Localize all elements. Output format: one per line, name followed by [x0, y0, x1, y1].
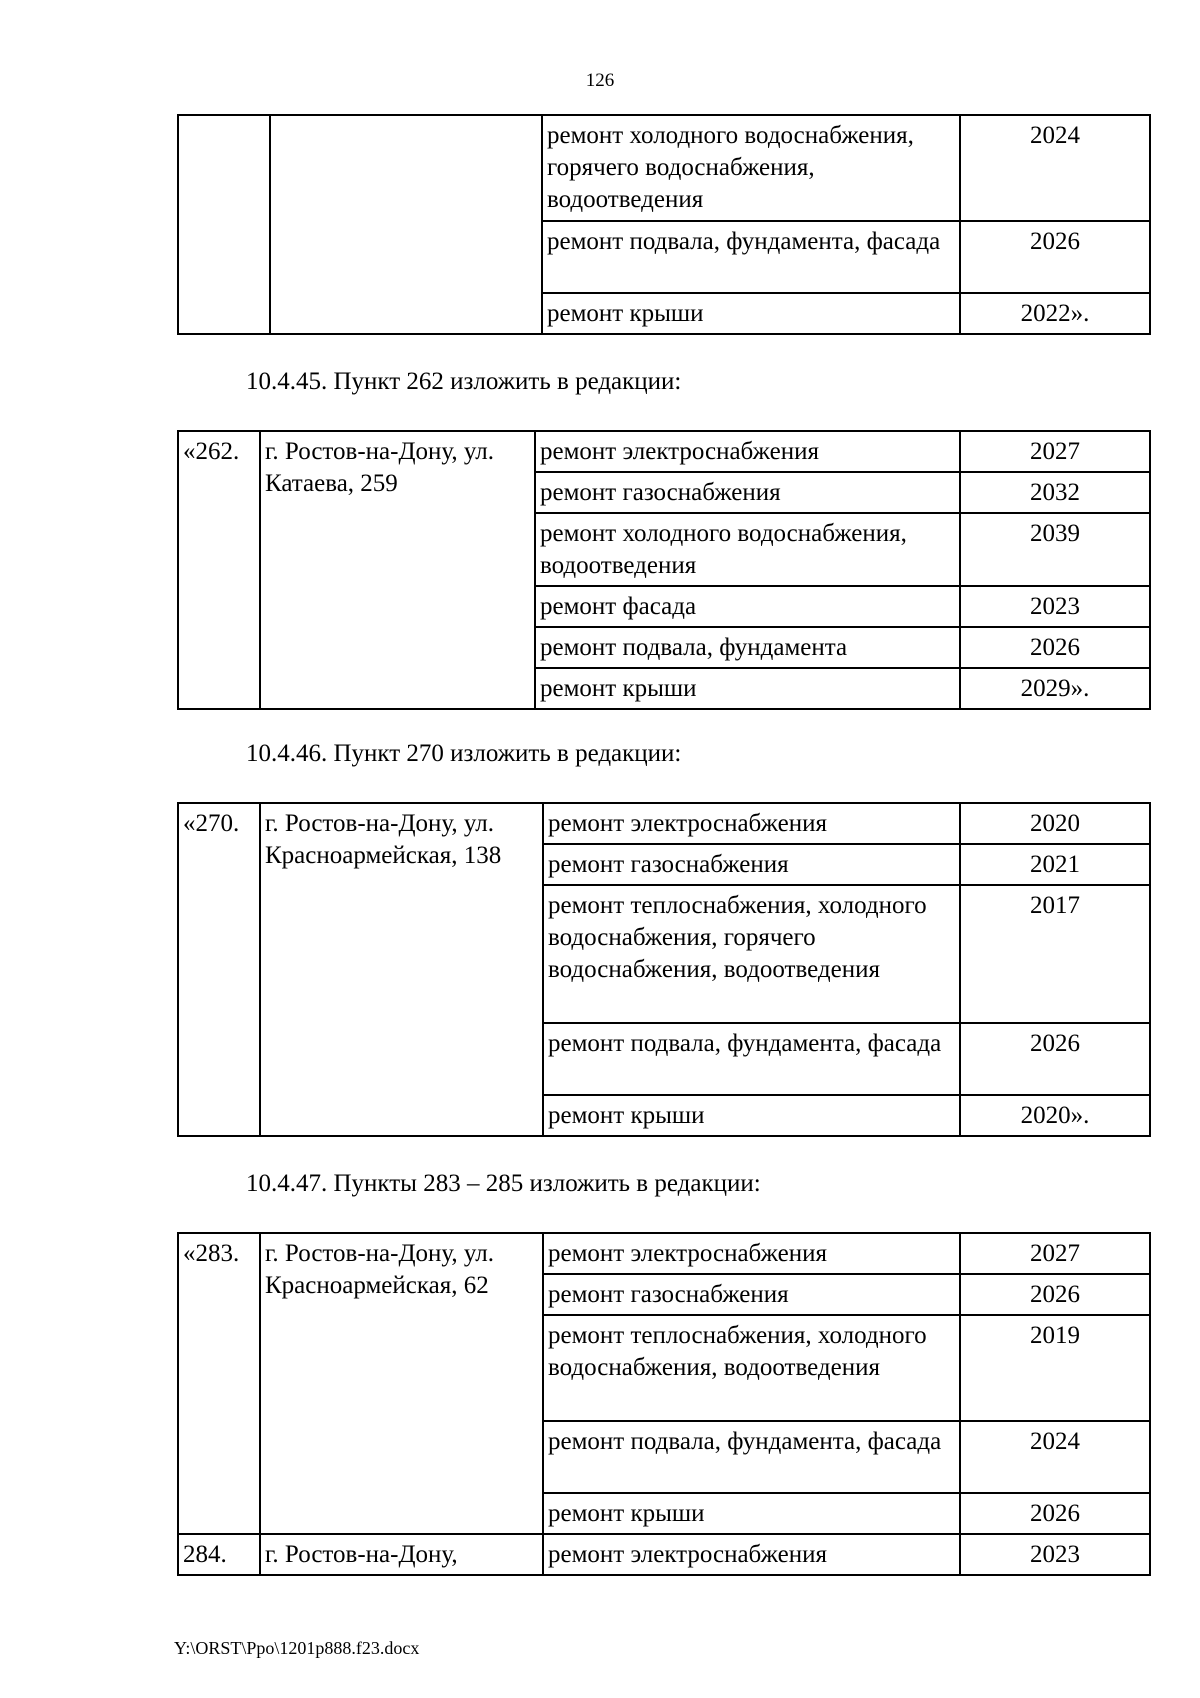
year-cell: 2026	[960, 627, 1150, 668]
year-cell: 2027	[960, 431, 1150, 472]
address-cell: г. Ростов-на-Дону, ул. Красноармейская, 62	[260, 1233, 543, 1534]
year-cell: 2027	[960, 1233, 1150, 1274]
year-cell: 2032	[960, 472, 1150, 513]
work-type-cell: ремонт подвала, фундамента	[535, 627, 960, 668]
document-file-path: Y:\ORST\Ppo\1201p888.f23.docx	[174, 1638, 420, 1658]
table-row	[178, 1233, 1150, 1274]
item-number-cell	[178, 115, 270, 334]
address-cell: г. Ростов-на-Дону, ул. Катаева, 259	[260, 431, 535, 709]
year-cell: 2026	[960, 1493, 1150, 1534]
item-number-cell: «270.	[178, 803, 260, 1136]
item-number-cell: «283.	[178, 1233, 260, 1534]
amendment-paragraph: 10.4.47. Пункты 283 – 285 изложить в редакции:	[246, 1170, 761, 1197]
work-type-cell: ремонт холодного водоснабжения, водоотведения	[535, 513, 960, 586]
work-type-cell: ремонт теплоснабжения, холодного водоснабжения, водоотведения	[543, 1315, 960, 1421]
item-number-cell: 284.	[178, 1534, 260, 1575]
year-cell: 2026	[960, 1274, 1150, 1315]
year-cell: 2029».	[960, 668, 1150, 709]
work-type-cell: ремонт электроснабжения	[543, 1233, 960, 1274]
year-cell: 2020	[960, 803, 1150, 844]
work-type-cell: ремонт крыши	[535, 668, 960, 709]
work-type-cell: ремонт подвала, фундамента, фасада	[543, 1023, 960, 1095]
amendment-paragraph: 10.4.45. Пункт 262 изложить в редакции:	[246, 368, 682, 395]
year-cell: 2023	[960, 1534, 1150, 1575]
year-cell: 2024	[960, 1421, 1150, 1493]
work-type-cell: ремонт крыши	[542, 293, 960, 334]
page-number: 126	[585, 70, 615, 91]
work-type-cell: ремонт холодного водоснабжения, горячего водоснабжения, водоотведения	[542, 115, 960, 221]
work-type-cell: ремонт теплоснабжения, холодного водоснабжения, горячего водоснабжения, водоотведения	[543, 885, 960, 1023]
year-cell: 2022».	[960, 293, 1150, 334]
year-cell: 2026	[960, 221, 1150, 293]
address-cell: г. Ростов-на-Дону,	[260, 1534, 543, 1575]
work-type-cell: ремонт электроснабжения	[535, 431, 960, 472]
repair-table-270	[177, 802, 1151, 1137]
year-cell: 2020».	[960, 1095, 1150, 1136]
work-type-cell: ремонт крыши	[543, 1493, 960, 1534]
table-row	[178, 803, 1150, 844]
work-type-cell: ремонт газоснабжения	[543, 1274, 960, 1315]
table-row	[178, 115, 1150, 221]
work-type-cell: ремонт подвала, фундамента, фасада	[542, 221, 960, 293]
repair-table-continuation	[177, 114, 1151, 335]
year-cell: 2021	[960, 844, 1150, 885]
work-type-cell: ремонт газоснабжения	[543, 844, 960, 885]
work-type-cell: ремонт электроснабжения	[543, 803, 960, 844]
year-cell: 2017	[960, 885, 1150, 1023]
year-cell: 2024	[960, 115, 1150, 221]
work-type-cell: ремонт фасада	[535, 586, 960, 627]
table-row	[178, 1534, 1150, 1575]
table-row	[178, 431, 1150, 472]
year-cell: 2023	[960, 586, 1150, 627]
year-cell: 2039	[960, 513, 1150, 586]
item-number-cell: «262.	[178, 431, 260, 709]
address-cell	[270, 115, 542, 334]
work-type-cell: ремонт электроснабжения	[543, 1534, 960, 1575]
address-cell: г. Ростов-на-Дону, ул. Красноармейская, 138	[260, 803, 543, 1136]
repair-table-283-285	[177, 1232, 1151, 1576]
work-type-cell: ремонт газоснабжения	[535, 472, 960, 513]
year-cell: 2026	[960, 1023, 1150, 1095]
year-cell: 2019	[960, 1315, 1150, 1421]
amendment-paragraph: 10.4.46. Пункт 270 изложить в редакции:	[246, 740, 682, 767]
repair-table-262	[177, 430, 1151, 710]
work-type-cell: ремонт крыши	[543, 1095, 960, 1136]
work-type-cell: ремонт подвала, фундамента, фасада	[543, 1421, 960, 1493]
